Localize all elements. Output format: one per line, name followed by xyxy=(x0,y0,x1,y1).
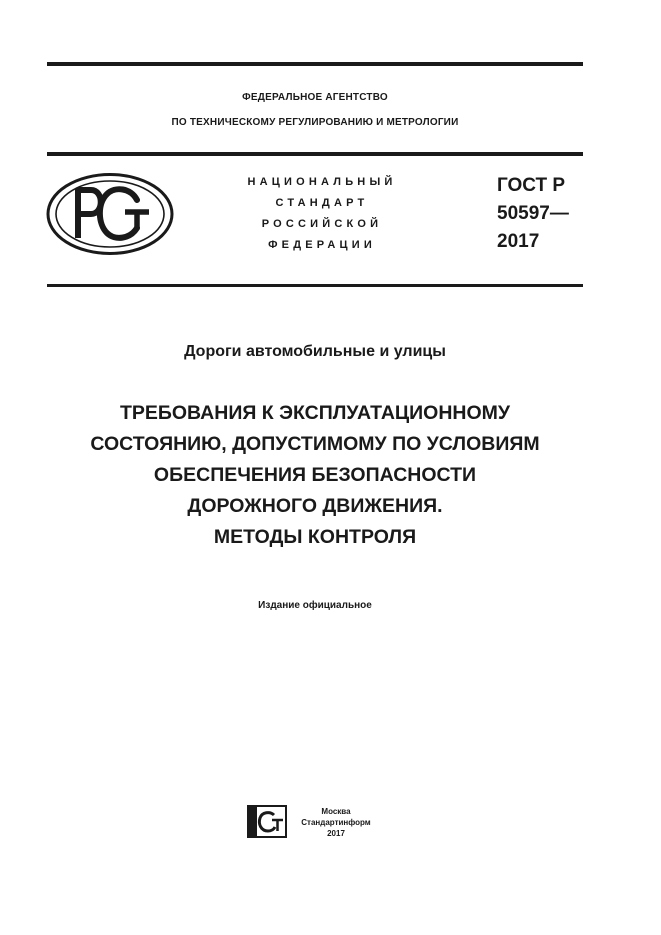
title-line: СОСТОЯНИЮ, ДОПУСТИМОМУ ПО УСЛОВИЯМ xyxy=(90,433,540,455)
agency-name-line-2: ПО ТЕХНИЧЕСКОМУ РЕГУЛИРОВАНИЮ И МЕТРОЛОГИИ xyxy=(171,117,459,128)
gost-line: ГОСТ Р xyxy=(497,175,566,196)
title-line: ОБЕСПЕЧЕНИЯ БЕЗОПАСНОСТИ xyxy=(153,464,477,486)
rst-logo-icon xyxy=(45,172,175,256)
document-subtitle: Дороги автомобильные и улицы xyxy=(184,343,446,360)
national-line: СТАНДАРТ xyxy=(275,197,369,209)
publisher-year: 2017 xyxy=(327,829,345,838)
gost-line: 2017 xyxy=(497,231,540,252)
edition-note: Издание официальное xyxy=(258,600,372,611)
title-line: ДОРОЖНОГО ДВИЖЕНИЯ. xyxy=(187,495,443,517)
title-line: МЕТОДЫ КОНТРОЛЯ xyxy=(213,526,417,548)
standartinform-logo-icon xyxy=(247,805,287,838)
document-title xyxy=(40,398,590,553)
publisher-info xyxy=(293,806,379,839)
middle-rule xyxy=(47,152,583,156)
standard-designation xyxy=(497,172,607,256)
national-standard-caption xyxy=(222,172,422,256)
agency-name-line-1: ФЕДЕРАЛЬНОЕ АГЕНТСТВО xyxy=(242,92,388,103)
top-rule xyxy=(47,62,583,66)
publisher-city: Москва xyxy=(321,807,351,816)
lower-rule xyxy=(47,284,583,287)
gost-line: 50597— xyxy=(497,203,569,224)
national-line: ФЕДЕРАЦИИ xyxy=(268,239,376,251)
national-line: РОССИЙСКОЙ xyxy=(261,218,383,230)
national-line: НАЦИОНАЛЬНЫЙ xyxy=(247,176,397,188)
title-line: ТРЕБОВАНИЯ К ЭКСПЛУАТАЦИОННОМУ xyxy=(119,402,511,424)
publisher-name: Стандартинформ xyxy=(301,818,371,827)
